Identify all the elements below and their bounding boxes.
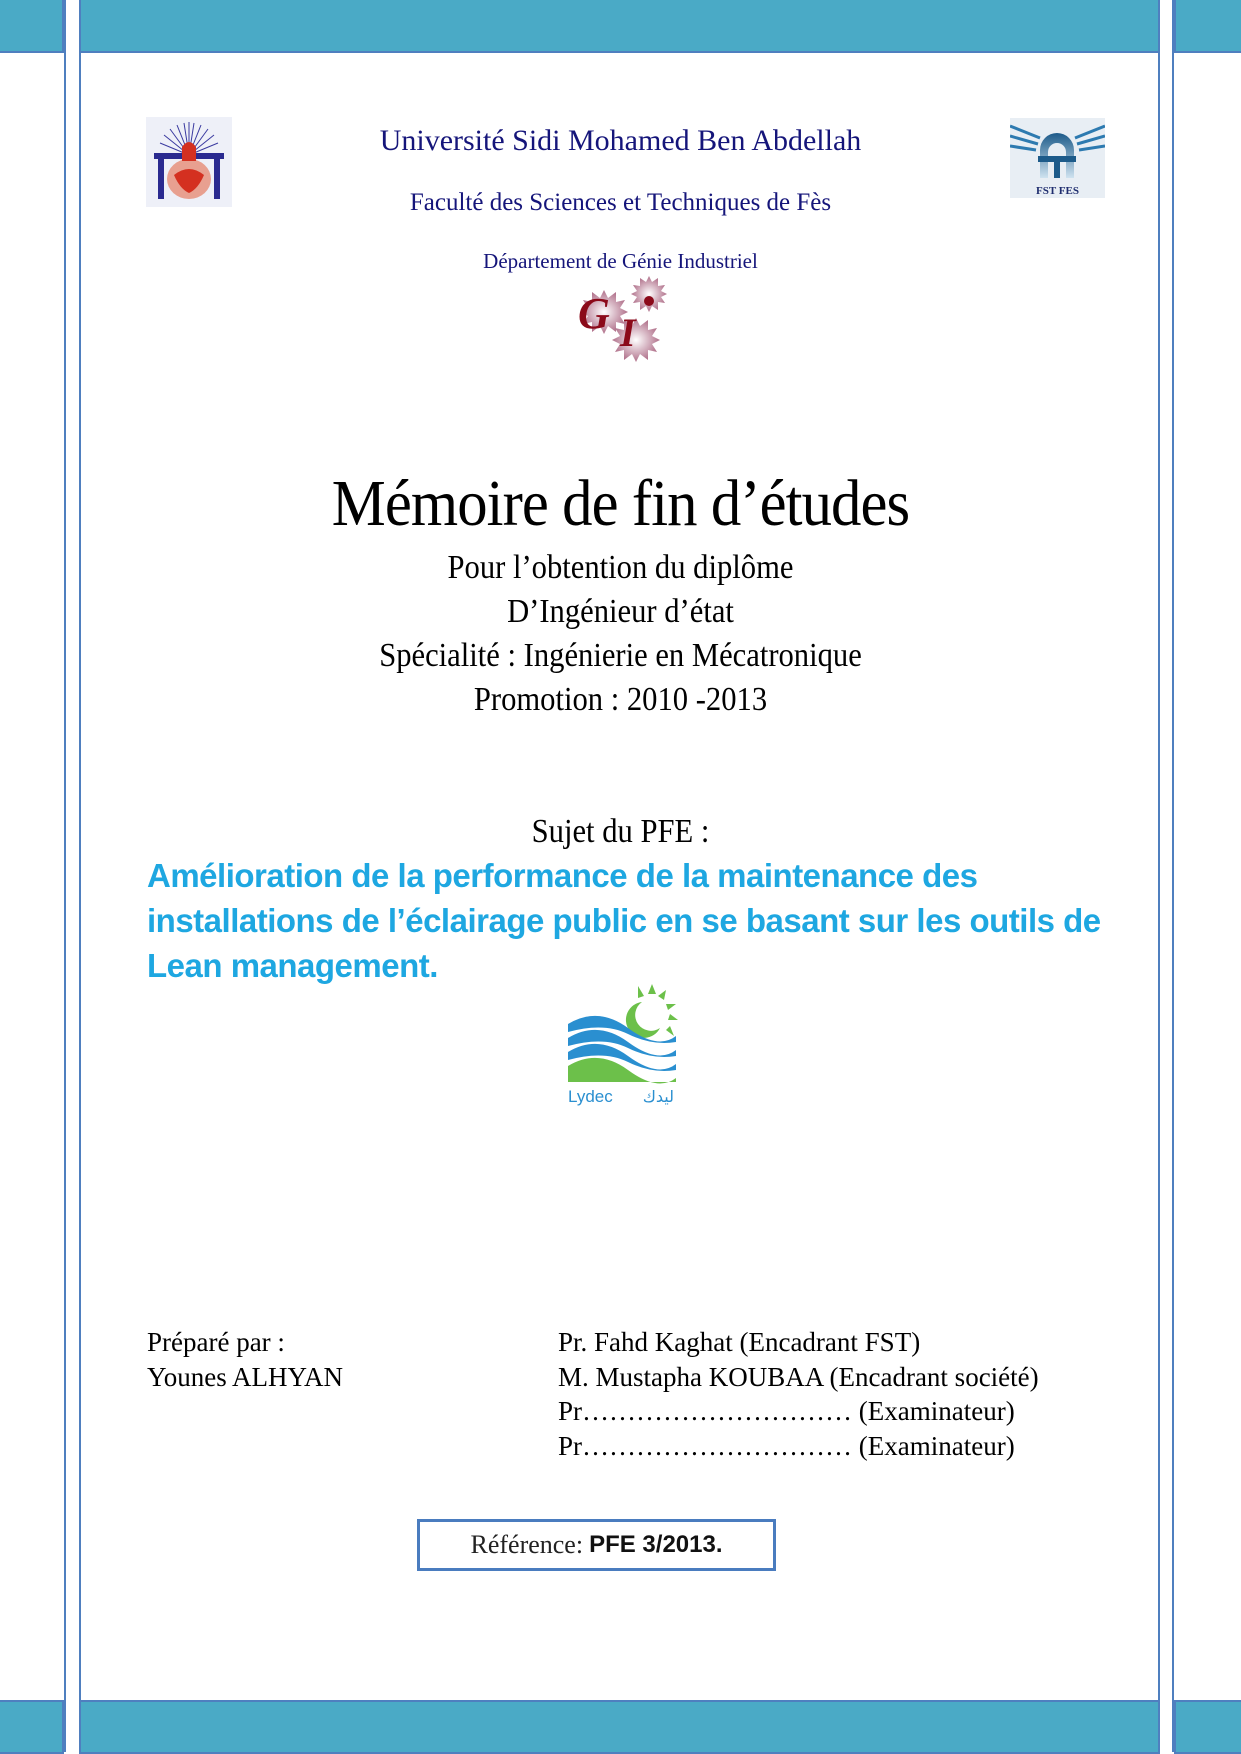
jury-member: M. Mustapha KOUBAA (Encadrant société) — [558, 1361, 1039, 1392]
lydec-logo-icon — [562, 982, 680, 1106]
svg-text:ليدك: ليدك — [642, 1087, 674, 1106]
svg-text:I: I — [620, 310, 636, 355]
jury-member: Pr………………………… (Examinateur) — [558, 1430, 1015, 1461]
document-title: Mémoire de fin d’études — [331, 467, 910, 540]
jury-block — [558, 1325, 1039, 1463]
prepared-by-block — [147, 1325, 343, 1394]
prepared-by-label: Préparé par : — [147, 1327, 285, 1357]
left-bottom-band — [0, 1700, 64, 1754]
subject-title: Amélioration de la performance de la maintenance des installations de l’éclairage public en se basant sur les outils de Lean management. — [147, 857, 1101, 984]
gi-department-logo-icon — [568, 274, 674, 374]
reference-value: PFE 3/2013. — [589, 1531, 723, 1558]
right-bottom-band — [1174, 1700, 1241, 1754]
svg-text:G: G — [578, 289, 610, 338]
bottom-band — [79, 1700, 1160, 1754]
university-name: Université Sidi Mohamed Ben Abdellah — [379, 124, 862, 157]
promotion-line: Promotion : 2010 -2013 — [473, 681, 768, 718]
student-name: Younes ALHYAN — [147, 1361, 344, 1392]
specialty-line: Spécialité : Ingénierie en Mécatronique — [379, 637, 862, 674]
reference-label: Référence: — [470, 1530, 584, 1559]
subject-label: Sujet du PFE : — [531, 813, 710, 850]
jury-member: Pr. Fahd Kaghat (Encadrant FST) — [558, 1327, 921, 1357]
faculty-name: Faculté des Sciences et Techniques de Fès — [409, 189, 832, 216]
diploma-line: Pour l’obtention du diplôme — [447, 549, 794, 586]
department-name: Département de Génie Industriel — [483, 249, 758, 273]
top-band — [79, 0, 1160, 53]
degree-line: D’Ingénieur d’état — [507, 593, 734, 630]
reference-box — [417, 1519, 776, 1571]
svg-text:Lydec: Lydec — [568, 1087, 613, 1106]
right-top-band — [1174, 0, 1241, 53]
svg-text:FST FES: FST FES — [1036, 185, 1079, 197]
jury-member: Pr………………………… (Examinateur) — [558, 1396, 1015, 1426]
left-top-band — [0, 0, 64, 53]
